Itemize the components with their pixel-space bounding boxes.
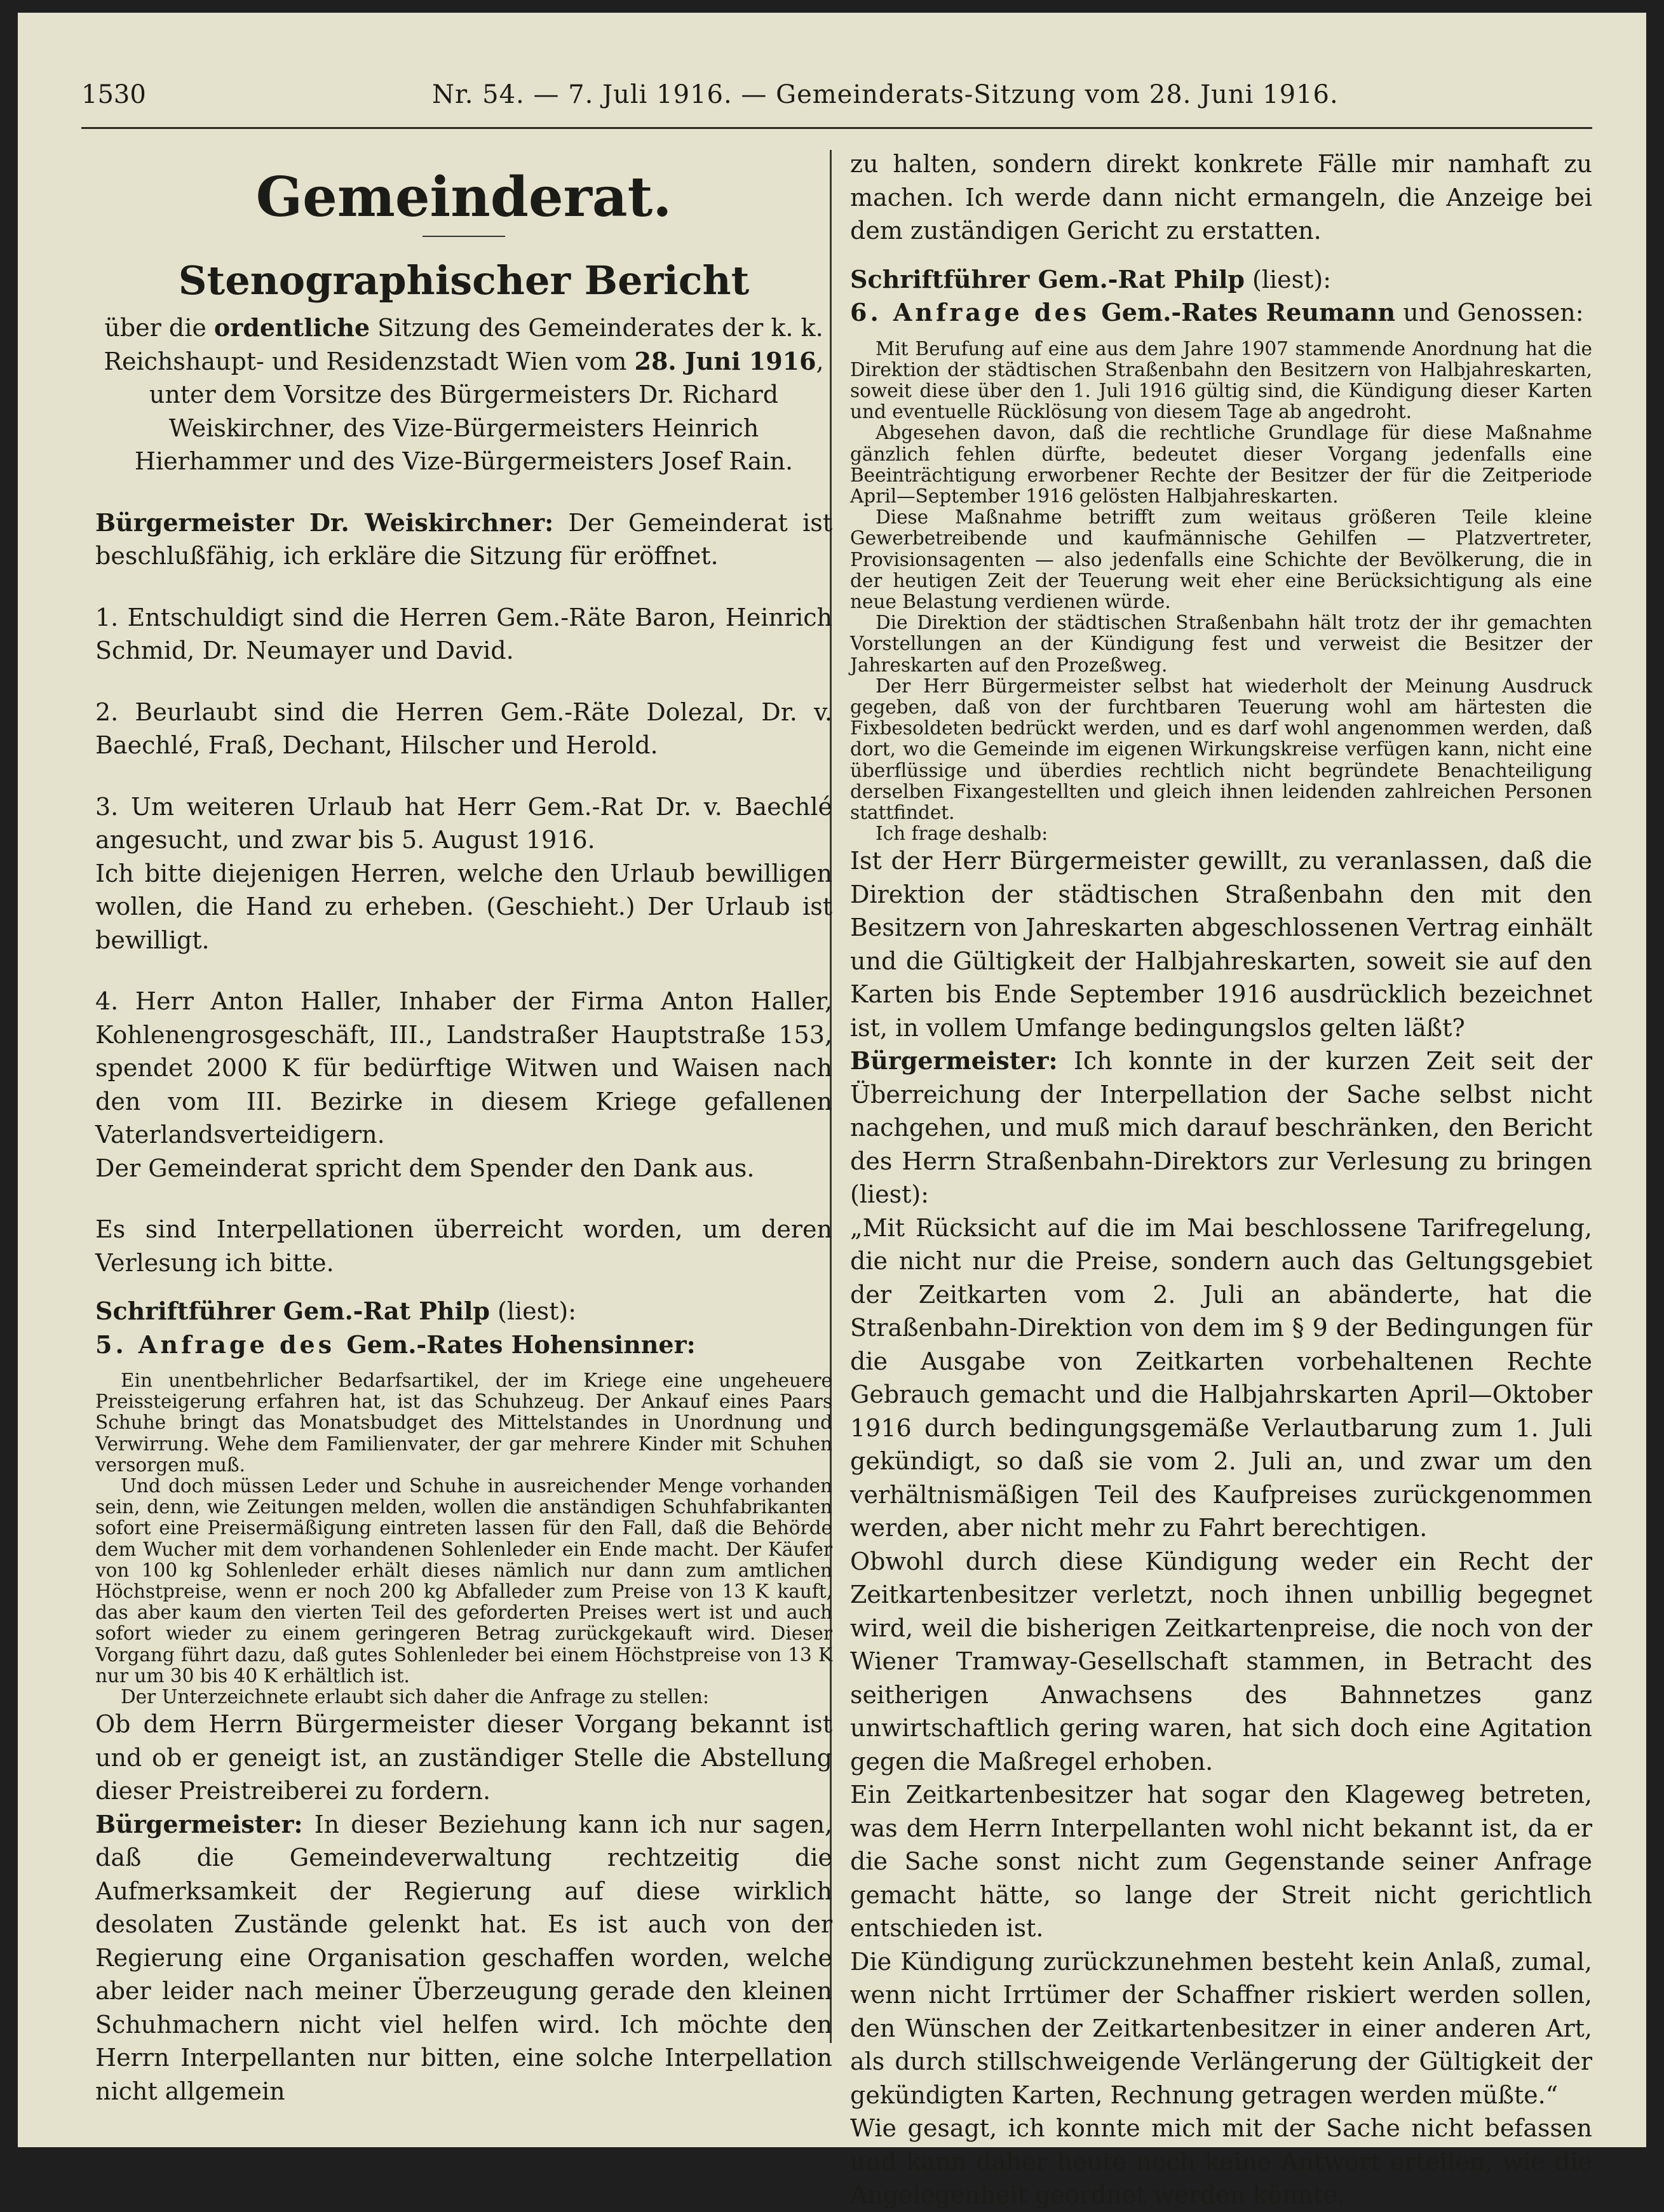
sub-title: Stenographischer Bericht xyxy=(178,257,750,304)
title-rule xyxy=(423,236,505,237)
speaker-mayor: Bürgermeister: xyxy=(850,1046,1058,1076)
answer-5-continued: zu halten, sondern direkt konkrete Fälle mir namhaft zu machen. Ich werde dann nicht ermangeln, die Anzeige bei dem zuständigen Gericht zu erstatten. xyxy=(850,150,1592,245)
question-6-text: Mit Berufung auf eine aus dem Jahre 1907 stammende Anordnung hat die Direktion der städtischen Straßenbahn den Besitzern von Halbjahreskarten, soweit diese über den 1. Juli 1916 gültig sind, die Kündigung dieser Karten und eventuelle Rücklösung von diesem Tage ab angedroht. Abgesehen davon, daß die rechtliche Grundlage für diese Maßnahme gänzlich fehlen dürfte, bedeutet dieser Vorgang jedenfalls eine Beeinträchtigung erworbener Rechte der Besitzer der für die Zeitperiode April—September 1916 gelösten Halbjahreskarten. Diese Maßnahme betrifft zum weitaus größeren Teile kleine Gewerbetreibende und kaufmännische Gehilfen — Platzvertreter, Provisionsagenten — also jedenfalls eine Schichte der Bevölkerung, die in der heutigen Zeit der Teuerung weit eher eine Berücksichtigung als eine neue Belastung verdienen würde. Die Direktion der städtischen Straßenbahn hält trotz der ihr gemachten Vorstellungen an der Kündigung fest und verweist die Besitzer der Jahreskarten auf den Prozeßweg. Der Herr Bürgermeister selbst hat wiederholt der Meinung Ausdruck gegeben, daß von der furchtbaren Teuerung wohl am härtesten die Fixbesoldeten bedrückt werden, und es darf wohl angenommen werden, daß dort, wo die Gemeinde im eigenen Wirkungskreise verfügen kann, nicht eine überflüssige und überdies rechtlich nicht begründete Benachteiligung derselben Fixangestellten und gleich ihnen leidenden zahlreichen Personen stattfindet. Ich frage deshalb: xyxy=(850,337,1592,845)
secretary-reads: Schriftführer Gem.-Rat Philp (liest): xyxy=(95,1297,577,1325)
running-header: Nr. 54. — 7. Juli 1916. — Gemeinderats-Sitzung vom 28. Juni 1916. xyxy=(432,80,1339,109)
item-1: 1. Entschuldigt sind die Herren Gem.-Räte Baron, Heinrich Schmid, Dr. Neumayer und David. xyxy=(95,603,832,664)
question-6-heading: 6. Anfrage des Gem.-Rates Reumann und Genossen: xyxy=(850,298,1584,327)
opening-statement: Bürgermeister Dr. Weiskirchner: Der Gemeinderat ist beschlußfähig, ich erkläre die Sitzung für eröffnet. xyxy=(95,508,832,570)
main-title: Gemeinderat. xyxy=(255,165,672,229)
intro-paragraph: über die ordentliche Sitzung des Gemeinderates der k. k. Reichshaupt- und Residenzstadt Wien vom 28. Juni 1916, unter dem Vorsitze des Bürgermeisters Dr. Richard Weiskirchner, des Vize-Bürgermeisters Heinrich Hierhammer und des Vize-Bürgermeisters Josef Rain. xyxy=(104,313,824,475)
answer-5: Bürgermeister: In dieser Beziehung kann ich nur sagen, daß die Gemeindeverwaltung rechtzeitig die Aufmerksamkeit der Regierung auf diese wirklich desolaten Zustände gelenkt hat. Es ist auch von der Regierung eine Organisation geschaffen worden, welche aber leider nach meiner Überzeugung gerade den kleinen Schuhmachern nicht viel helfen wird. Ich möchte den Herrn Interpellanten nur bitten, eine solche Interpellation nicht allgemein xyxy=(95,1809,832,2105)
right-column xyxy=(850,147,1592,2212)
item-2: 2. Beurlaubt sind die Herren Gem.-Räte Dolezal, Dr. v. Baechlé, Fraß, Dechant, Hilscher und Herold. xyxy=(95,698,832,759)
interpellation-intro: Es sind Interpellationen überreicht worden, um deren Verlesung ich bitte. xyxy=(95,1215,832,1277)
question-6-question: Ist der Herr Bürgermeister gewillt, zu veranlassen, daß die Direktion der städtischen Straßenbahn den mit den Besitzern von Jahreskarten abgeschlossenen Vertrag einhält und die Gültigkeit der Halbjahreskarten, soweit sie auf den Karten bis Ende September 1916 ausdrücklich bezeichnet ist, in vollem Umfange bedingungslos gelten läßt? xyxy=(850,847,1592,1042)
item-4: 4. Herr Anton Haller, Inhaber der Firma Anton Haller, Kohlenengrosgeschäft, III., Landstraßer Hauptstraße 153, spendet 2000 K für bedürftige Witwen und Waisen nach den vom III. Bezirke in diesem Kriege gefallenen Vaterlandsverteidigern. Der Gemeinderat spricht dem Spender den Dank aus. xyxy=(95,987,832,1182)
question-5-question: Ob dem Herrn Bürgermeister dieser Vorgang bekannt ist und ob er geneigt ist, an zuständiger Stelle die Abstellung dieser Preistreiberei zu fordern. xyxy=(95,1710,832,1805)
secretary-reads: Schriftführer Gem.-Rat Philp (liest): xyxy=(850,264,1332,293)
question-5-heading: 5. Anfrage des Gem.-Rates Hohensinner: xyxy=(95,1330,696,1359)
speaker-mayor: Bürgermeister: xyxy=(95,1809,303,1838)
left-column xyxy=(95,147,832,2108)
answer-6: Bürgermeister: Ich konnte in der kurzen Zeit seit der Überreichung der Interpellation der Sache selbst nicht nachgehen, und muß mich darauf beschränken, den Bericht des Herrn Straßenbahn-Direktors zur Verlesung zu bringen (liest): „Mit Rücksicht auf die im Mai beschlossene Tarifregelung, die nicht nur die Preise, sondern auch das Geltungsgebiet der Zeitkarten vom 2. Juli an abänderte, hat die Straßenbahn-Direktion von dem im § 9 der Bedingungen für die Ausgabe von Zeitkarten vorbehaltenen Rechte Gebrauch gemacht und die Halbjahrskarten April—Oktober 1916 durch bedingungsgemäße Verlautbarung zum 1. Juli gekündigt, so daß sie vom 2. Juli an, und zwar um den verhältnismäßigen Teil des Kaufpreises zurückgenommen werden, aber nicht mehr zu Fahrt berechtigen. Obwohl durch diese Kündigung weder ein Recht der Zeitkartenbesitzer verletzt, noch ihnen unbillig begegnet wird, weil die bisherigen Zeitkartenpreise, die noch von der Wiener Tramway-Gesellschaft stammen, in Betracht des seitherigen Anwachsens des Bahnnetzes ganz unwirtschaftlich gering waren, hat sich doch eine Agitation gegen die Maßregel erhoben. Ein Zeitkartenbesitzer hat sogar den Klageweg betreten, was dem Herrn Interpellanten wohl nicht bekannt ist, da er die Sache sonst nicht zum Gegenstande seiner Anfrage gemacht hätte, so lange der Streit nicht gerichtlich entschieden ist. Die Kündigung zurückzunehmen besteht kein Anlaß, zumal, wenn nicht Irrtümer der Schaffner riskiert werden sollen, den Wünschen der Zeitkartenbesitzer in einer anderen Art, als durch stillschweigende Verlängerung der Gültigkeit der gekündigten Karten, Rechnung getragen werden müßte.“ Wie gesagt, ich konnte mich mit der Sache nicht befassen und kann daher heute noch keine Antwort erteilen, wie die Angelegenheit geordnet werden könnte. xyxy=(850,1046,1592,2209)
question-5-text: Ein unentbehrlicher Bedarfsartikel, der im Kriege eine ungeheuere Preissteigerung erfahren hat, ist das Schuhzeug. Der Ankauf eines Paars Schuhe bringt das Monatsbudget des Mittelstandes in Unordnung und Verwirrung. Wehe dem Familienvater, der gar mehrere Kinder mit Schuhen versorgen muß. Und doch müssen Leder und Schuhe in ausreichender Menge vorhanden sein, denn, wie Zeitungen melden, wollen die anständigen Schuhfabrikanten sofort eine Preisermäßigung eintreten lassen für den Fall, daß die Behörde dem Wucher mit dem vorhandenen Sohlenleder ein Ende macht. Der Käufer von 100 kg Sohlenleder erhält dieses nämlich nur dann zum amtlichen Höchstpreise, wenn er noch 200 kg Abfalleder zum Preise von 13 K kauft, das aber kaum den vierten Teil des geforderten Preises wert ist und auch sofort wieder zu einem geringeren Betrag zurückgekauft wird. Dieser Vorgang führt dazu, daß gutes Sohlenleder bei einem Höchstpreise von 13 K nur um 30 bis 40 K erhältlich ist. Der Unterzeichnete erlaubt sich daher die Anfrage zu stellen: xyxy=(95,1370,832,1708)
page-number: 1530 xyxy=(81,80,146,109)
item-3: 3. Um weiteren Urlaub hat Herr Gem.-Rat Dr. v. Baechlé angesucht, und zwar bis 5. August 1916. Ich bitte diejenigen Herren, welche den Urlaub bewilligen wollen, die Hand zu erheben. (Geschieht.) Der Urlaub ist bewilligt. xyxy=(95,792,832,954)
header-rule xyxy=(81,127,1592,129)
speaker-mayor: Bürgermeister Dr. Weiskirchner: xyxy=(95,508,554,537)
